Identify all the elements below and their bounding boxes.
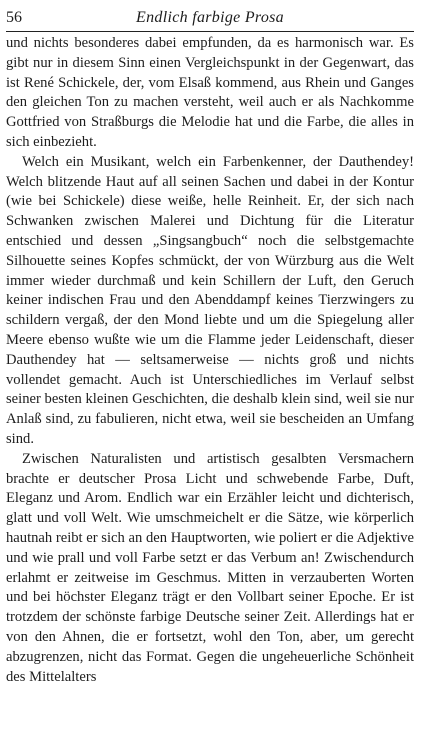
paragraph-1: und nichts besonderes dabei empfunden, da es harmonisch war. Es gibt nur in diesem Sinn einen Vergleichspunkt in der Gegenwart, das ist René Schickele, der, vom Elsaß kommend, aus Rhein und Ganges den gleichen Ton zu machen versteht, weil auch er als Nachkomme Gottfried von Straßburgs die Melodie hat und die Farbe, die alles in sich einbezieht. [6,35,414,150]
page-number: 56 [6,9,22,26]
book-page [6,0,414,740]
running-title: Endlich farbige Prosa [136,9,284,26]
paragraph-3: Zwischen Naturalisten und artistisch gesalbten Versmachern brachte er deutscher Prosa Licht und schwebende Farbe, Duft, Eleganz und Arom. Endlich war ein Erzähler leicht und dichterisch, glatt und voll Welt. Wie umschmeichelt er die Sätze, wie körperlich hautnah reibt er sich an den Hauptworten, wie poliert er die Adjektive und wie prall und voll Farbe setzt er das Verbum an! Zwischendurch erlahmt er zeitweise im Geschmus. Mitten in verzauberten Worten und bei höchster Eleganz trägt er den Vollbart seiner Epoche. Er ist trotzdem der schönste farbige Deutsche seiner Zeit. Allerdings hat er von den Ahnen, die er fortsetzt, wohl den Ton, aber, um gerecht abzugrenzen, nicht das Format. Gegen die ungeheuerliche Schönheit des Mittelalters [6,450,414,685]
running-head [6,0,414,34]
header-rule [6,31,414,32]
body-text [6,34,414,687]
paragraph-2: Welch ein Musikant, welch ein Farbenkenner, der Dauthendey! Welch blitzende Haut auf all seinen Sachen und dabei in der Kontur (wie bei Schickele) diese weiße, helle Reinheit. Er, der sich nach Schwanken zwischen Malerei und Dichtung für die Literatur entschied und dessen „Singsangbuch“ noch die selbstgemachte Silhouette seines Kopfes schmückt, der von Würzburg aus die Welt immer wieder durchmaß und kein Schillern der Luft, den Geruch keiner indischen Frau und den Abenddampf keines Tierzwingers zu schildern vergaß, der den Mond liebte und um die Spiegelung aller Meere ebenso wußte wie um die Flamme jeder Leidenschaft, dieser Dauthendey hat — seltsamerweise — nichts groß und nichts vollendet gemacht. Auch ist Unterschiedliches im Verlauf selbst seiner besten kleinen Geschichten, die deshalb klein sind, weil sie nur Anlaß sind, zu fabulieren, nicht etwa, weil sie bescheiden an Umfang sind. [6,153,414,447]
